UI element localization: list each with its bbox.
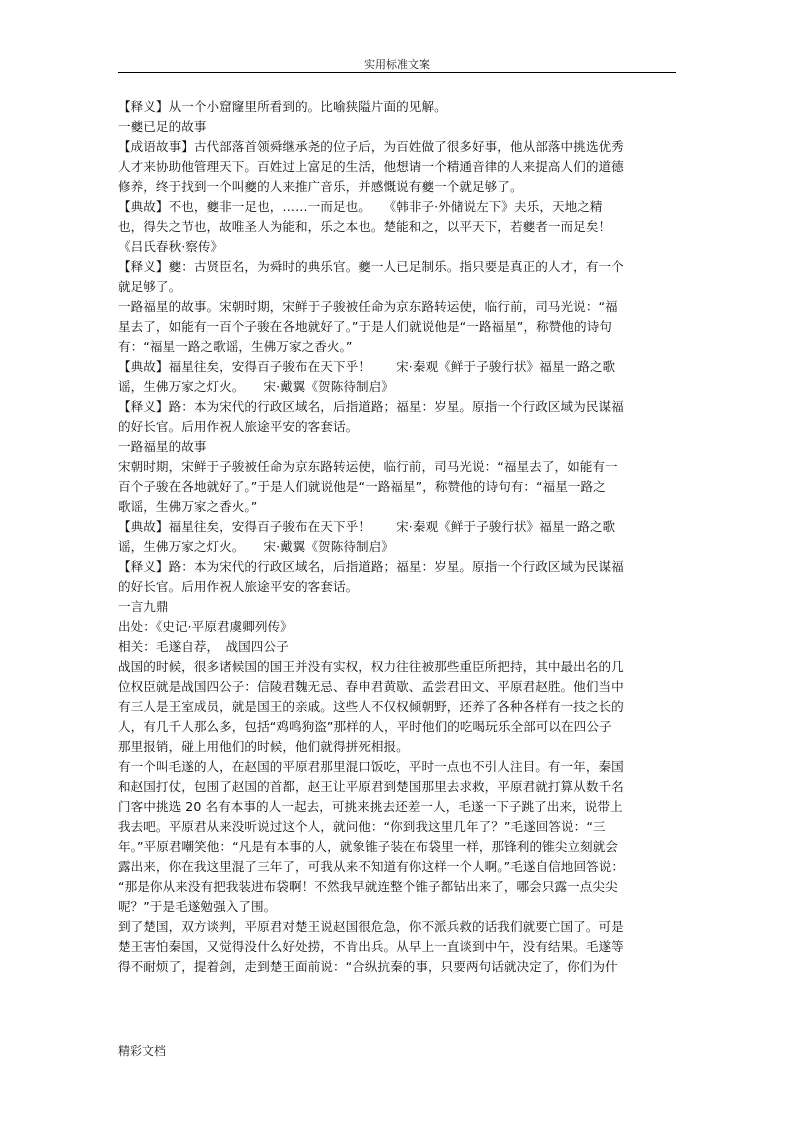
text-line: 战国的时候，很多诸候国的国王并没有实权，权力往往被那些重臣所把持，其中最出名的几 (118, 659, 624, 674)
text-line: 也，得失之节也，故唯圣人为能和，乐之本也。楚能和之，以平天下，若夔者一而足矣！ (118, 219, 612, 234)
text-line: 星去了，如能有一百个子骏在各地就好了。”于是人们就说他是“一路福星”，称赞他的诗句 (118, 319, 612, 334)
text-line: 一路福星的故事 (118, 439, 207, 454)
text-line: 《吕氏春秋·察传》 (118, 239, 224, 254)
text-line: 的好长官。后用作祝人旅途平安的客套话。 (118, 419, 359, 434)
text-line: “那是你从来没有把我装进布袋啊！不然我早就连整个锥子都钻出来了，哪会只露一点尖尖 (118, 879, 618, 894)
text-line: 得不耐烦了，提着剑，走到楚王面前说：“合纵抗秦的事，只要两句话就决定了，你们为什 (118, 959, 618, 974)
text-line: 修养，终于找到一个叫夔的人来推广音乐，并感慨说有夔一个就足够了。 (118, 179, 523, 194)
text-line: 歌谣，生佛万家之香火。” (118, 499, 258, 514)
text-line: 和赵国打仗，包围了赵国的首都，赵王让平原君到楚国那里去求救，平原君就打算从数千名 (118, 779, 624, 794)
text-line: 相关：毛遂自荐， 战国四公子 (118, 639, 289, 654)
text-line: 谣，生佛万家之灯火。 宋·戴翼《贺陈待制启》 (118, 379, 394, 394)
text-line: 楚王害怕秦国，又觉得没什么好处捞，不肯出兵。从早上一直谈到中午，没有结果。毛遂等 (118, 939, 624, 954)
text-line: 门客中挑选 20 名有本事的人一起去，可挑来挑去还差一人，毛遂一下子跳了出来，说带上 (118, 799, 623, 814)
text-line: 露出来，你在我这里混了三年了，可我从来不知道有你这样一个人啊。”毛遂自信地回答说： (118, 859, 625, 874)
text-line: 【释义】路：本为宋代的行政区域名，后指道路；福星：岁星。原指一个行政区域为民谋福 (118, 399, 624, 414)
text-line: 人，有几千人那么多，包括“鸡鸣狗盗”那样的人，平时他们的吃喝玩乐全部可以在四公子 (118, 719, 612, 734)
text-line: 出处：《史记·平原君虞卿列传》 (118, 619, 293, 634)
text-line: 那里报销，碰上用他们的时候，他们就得拼死相报。 (118, 739, 409, 754)
text-line: 【典故】福星往矣，安得百子骏布在天下乎！ 宋·秦观《鲜于子骏行状》福星一路之歌 (118, 359, 616, 374)
text-line: 呢？”于是毛遂勉强入了围。 (118, 899, 277, 914)
page-header: 实用标准文案 (364, 58, 430, 71)
text-line: 有三人是王室成员，就是国王的亲戚。这些人不仅权倾朝野，还养了各种各样有一技之长的 (118, 699, 624, 714)
text-line: 的好长官。后用作祝人旅途平安的客套话。 (118, 579, 359, 594)
text-line: 【成语故事】古代部落首领舜继承尧的位子后，为百姓做了很多好事，他从部落中挑选优秀 (118, 139, 624, 154)
text-line: 【释义】从一个小窟窿里所看到的。比喻狭隘片面的见解。 (118, 99, 447, 114)
text-line: 有一个叫毛遂的人，在赵国的平原君那里混口饭吃，平时一点也不引人注目。有一年，秦国 (118, 759, 624, 774)
text-line: 到了楚国，双方谈判，平原君对楚王说赵国很危急，你不派兵救的话我们就要亡国了。可是 (118, 919, 624, 934)
text-line: 位权臣就是战国四公子：信陵君魏无忌、春申君黄歇、孟尝君田文、平原君赵胜。他们当中 (118, 679, 624, 694)
text-line: 我去吧。平原君从来没听说过这个人，就问他：“你到我这里几年了？”毛遂回答说：“三 (118, 819, 606, 834)
text-line: 【释义】夔：古贤臣名，为舜时的典乐官。夔一人已足制乐。指只要是真正的人才，有一个 (118, 259, 624, 274)
text-line: 谣，生佛万家之灯火。 宋·戴翼《贺陈待制启》 (118, 539, 394, 554)
text-line: 就足够了。 (118, 279, 182, 294)
text-line: 宋朝时期，宋鲜于子骏被任命为京东路转运使，临行前，司马光说：“福星去了，如能有一 (118, 459, 618, 474)
text-line: 【典故】不也，夔非一足也，……一而足也。 《韩非子·外储说左下》夫乐，天地之精 (118, 199, 603, 214)
text-line: 年。”平原君嘲笑他：“凡是有本事的人，就象锥子装在布袋里一样，那锋利的锥尖立刻就会 (118, 839, 618, 854)
text-line: 有：“福星一路之歌谣，生佛万家之香火。” (118, 339, 353, 354)
text-line: 一夔已足的故事 (118, 119, 207, 134)
header-divider (118, 72, 676, 73)
text-line: 人才来协助他管理天下。百姓过上富足的生活，他想请一个精通音律的人来提高人们的道德 (118, 159, 624, 174)
page-footer: 精彩文档 (118, 1044, 167, 1058)
text-line: 一路福星的故事。宋朝时期，宋鲜于子骏被任命为京东路转运使，临行前，司马光说：“福 (118, 299, 618, 314)
text-line: 百个子骏在各地就好了。”于是人们就说他是“一路福星”，称赞他的诗句有：“福星一路之 (118, 479, 606, 494)
text-line: 【典故】福星往矣，安得百子骏布在天下乎！ 宋·秦观《鲜于子骏行状》福星一路之歌 (118, 519, 616, 534)
text-line: 【释义】路：本为宋代的行政区域名，后指道路；福星：岁星。原指一个行政区域为民谋福 (118, 559, 624, 574)
text-line: 一言九鼎 (118, 599, 169, 614)
document-body (118, 97, 678, 977)
